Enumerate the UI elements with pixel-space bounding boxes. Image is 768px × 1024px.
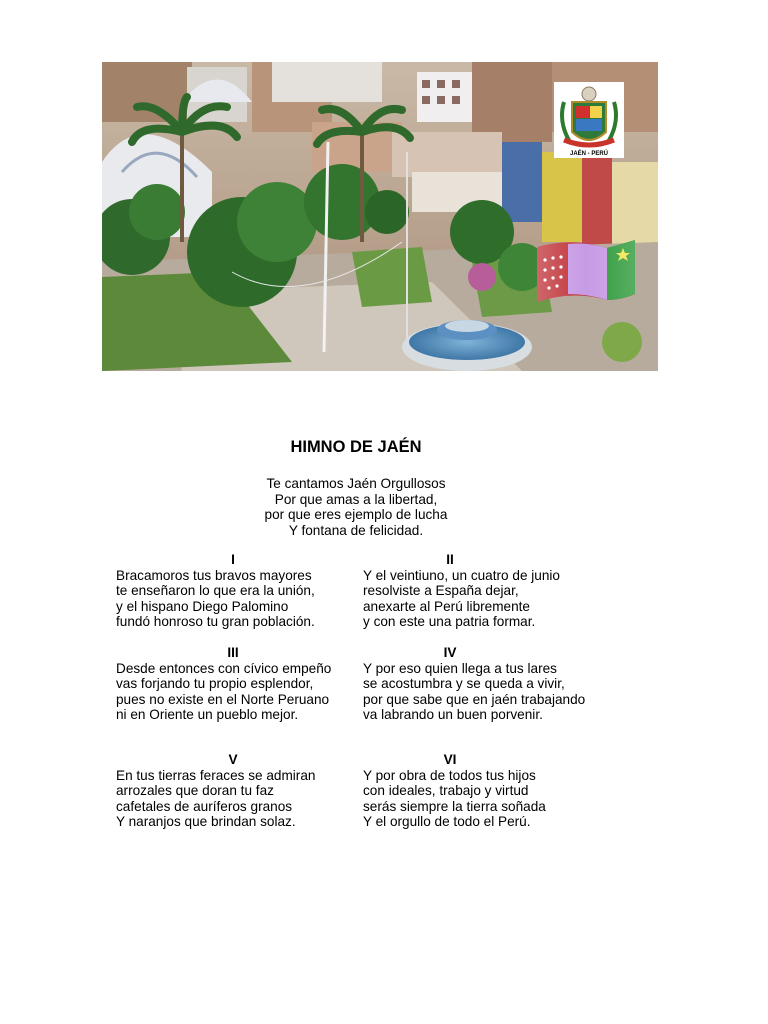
hymn-title: HIMNO DE JAÉN bbox=[290, 438, 422, 456]
verse-number: III bbox=[227, 645, 239, 660]
chorus-line: Por que amas a la libertad, bbox=[274, 491, 438, 507]
chorus-line: por que eres ejemplo de lucha bbox=[264, 507, 448, 523]
verse-number: IV bbox=[443, 645, 457, 660]
jaen-crest-logo bbox=[554, 82, 624, 158]
verse-line: Bracamoros tus bravos mayores bbox=[116, 567, 312, 583]
verse-5 bbox=[116, 752, 350, 830]
chorus bbox=[0, 476, 712, 538]
verse-line: Y el orgullo de todo el Perú. bbox=[363, 814, 531, 829]
verse-3 bbox=[116, 645, 350, 723]
plaza-photo-illustration bbox=[102, 62, 658, 371]
verse-line: por que sabe que en jaén trabajando bbox=[363, 691, 586, 707]
header-photo bbox=[102, 62, 658, 371]
verse-line: arrozales que doran tu faz bbox=[116, 783, 274, 798]
verse-line: cafetales de auríferos granos bbox=[116, 798, 293, 814]
verse-line: con ideales, trabajo y virtud bbox=[363, 783, 529, 798]
jaen-flag bbox=[537, 240, 635, 302]
verse-line: vas forjando tu propio esplendor, bbox=[116, 676, 314, 691]
verse-number: I bbox=[231, 552, 235, 567]
verse-line: resolviste a España dejar, bbox=[363, 583, 519, 598]
chorus-line: Te cantamos Jaén Orgullosos bbox=[266, 476, 446, 491]
verse-line: se acostumbra y se queda a vivir, bbox=[363, 676, 565, 691]
verse-line: te enseñaron lo que era la unión, bbox=[116, 583, 315, 598]
verse-number: V bbox=[228, 752, 238, 767]
verse-line: Y naranjos que brindan solaz. bbox=[116, 814, 296, 829]
verse-number: VI bbox=[443, 752, 457, 767]
verse-number: II bbox=[446, 552, 454, 567]
verse-line: y con este una patria formar. bbox=[363, 614, 536, 629]
verse-6 bbox=[363, 752, 546, 830]
verse-4 bbox=[363, 645, 586, 723]
verse-line: Y el veintiuno, un cuatro de junio bbox=[363, 567, 560, 583]
verse-2 bbox=[363, 552, 560, 630]
chorus-line: Y fontana de felicidad. bbox=[288, 522, 424, 538]
crest-caption: JAÉN - PERÚ bbox=[569, 151, 609, 157]
verse-line: Desde entonces con cívico empeño bbox=[116, 660, 332, 676]
verse-line: pues no existe en el Norte Peruano bbox=[116, 691, 330, 707]
verse-line: anexarte al Perú libremente bbox=[363, 598, 530, 614]
verse-line: serás siempre la tierra soñada bbox=[363, 798, 546, 814]
verse-line: En tus tierras feraces se admiran bbox=[116, 767, 316, 783]
verse-line: va labrando un buen porvenir. bbox=[363, 707, 543, 722]
verse-1 bbox=[116, 552, 350, 630]
verse-line: fundó honroso tu gran población. bbox=[116, 614, 315, 629]
verse-line: ni en Oriente un pueblo mejor. bbox=[116, 707, 299, 722]
verse-line: Y por eso quien llega a tus lares bbox=[363, 660, 557, 676]
verse-line: y el hispano Diego Palomino bbox=[116, 598, 289, 614]
verse-line: Y por obra de todos tus hijos bbox=[363, 767, 536, 783]
